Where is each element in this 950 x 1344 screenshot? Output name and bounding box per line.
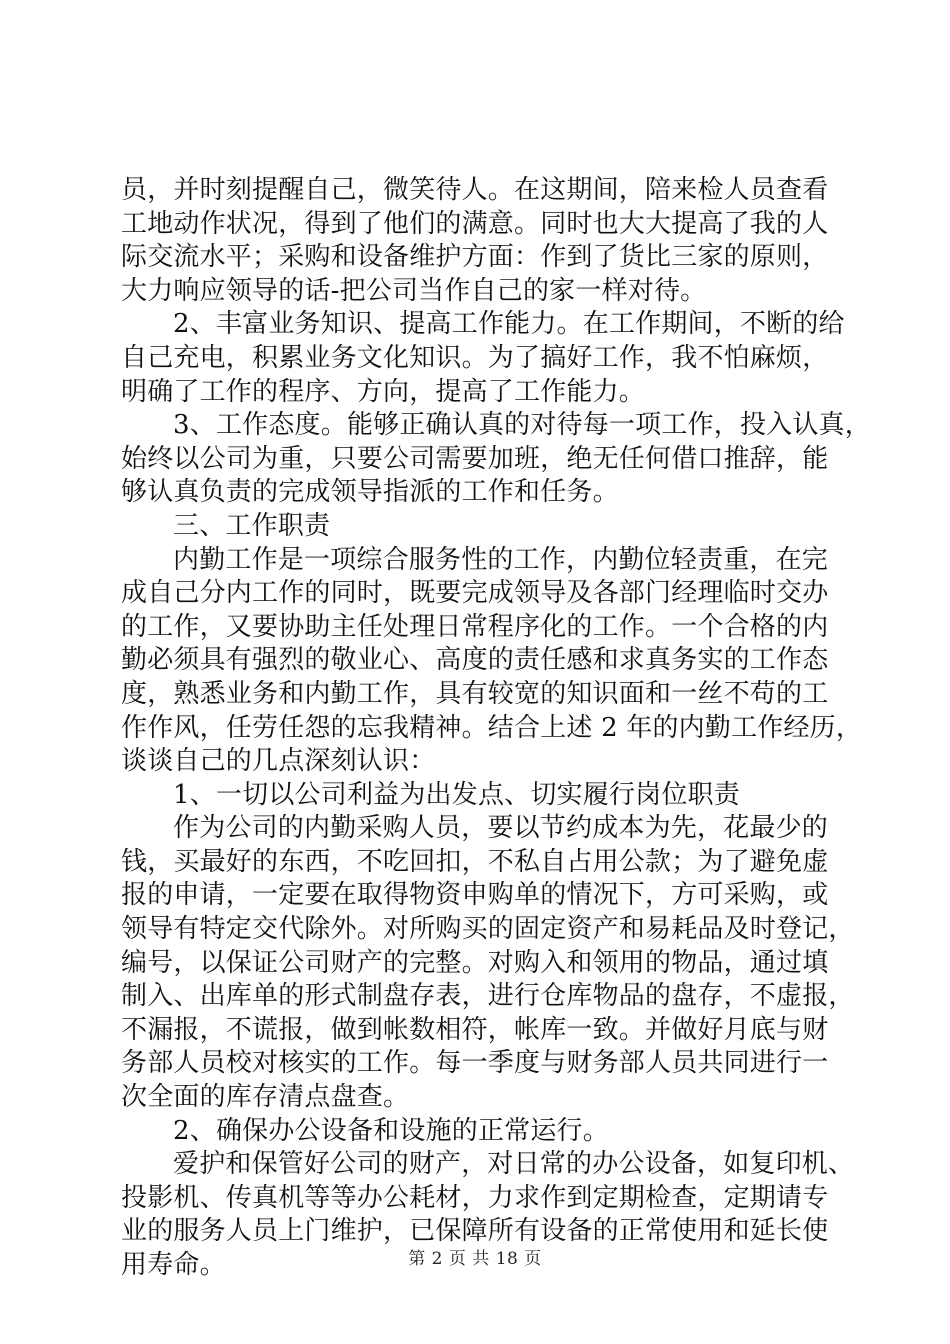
text-line: 明确了工作的程序、方向，提高了工作能力。 [121, 376, 646, 407]
text-line: 内勤工作是一项综合服务性的工作，内勤位轻责重，在完 [173, 544, 829, 575]
text-line: 大力响应领导的话-把公司当作自己的家一样对待。 [121, 275, 707, 306]
text-line: 员，并时刻提醒自己，微笑待人。在这期间，陪来检人员查看 [121, 175, 829, 205]
text-line: 不漏报，不谎报，做到帐数相符，帐库一致。并做好月底与财 [121, 1014, 829, 1045]
text-line: 勤必须具有强烈的敬业心、高度的责任感和求真务实的工作态 [121, 645, 829, 676]
text-line: 的工作，又要协助主任处理日常程序化的工作。一个合格的内 [121, 611, 829, 642]
text-line: 工地动作状况，得到了他们的满意。同时也大大提高了我的人 [121, 208, 829, 239]
text-line: 够认真负责的完成领导指派的工作和任务。 [121, 477, 619, 508]
text-line: 自己充电，积累业务文化知识。为了搞好工作，我不怕麻烦， [121, 342, 829, 373]
text-line: 作为公司的内勤采购人员，要以节约成本为先，花最少的 [173, 813, 829, 844]
text-line: 始终以公司为重，只要公司需要加班，绝无任何借口推辞，能 [121, 443, 829, 474]
text-line: 度，熟悉业务和内勤工作，具有较宽的知识面和一丝不苟的工 [121, 678, 829, 709]
text-line: 2、确保办公设备和设施的正常运行。 [173, 1115, 609, 1146]
text-line: 成自己分内工作的同时，既要完成领导及各部门经理临时交办 [121, 578, 829, 609]
text-line: 业的服务人员上门维护，已保障所有设备的正常使用和延长使 [121, 1216, 829, 1247]
text-line: 钱，买最好的东西，不吃回扣，不私自占用公款；为了避免虚 [121, 846, 829, 877]
text-line: 制入、出库单的形式制盘存表，进行仓库物品的盘存，不虚报， [121, 981, 855, 1012]
text-line: 编号，以保证公司财产的完整。对购入和领用的物品，通过填 [121, 947, 829, 978]
text-line: 次全面的库存清点盘查。 [121, 1082, 410, 1113]
text-line: 投影机、传真机等等办公耗材，力求作到定期检查，定期请专 [121, 1182, 829, 1213]
text-line: 领导有特定交代除外。对所购买的固定资产和易耗品及时登记， [121, 914, 855, 945]
text-line: 三、工作职责 [173, 510, 331, 541]
text-line: 用寿命。 [121, 1250, 226, 1280]
text-line: 3、工作态度。能够正确认真的对待每一项工作，投入认真， [173, 410, 871, 441]
text-line: 报的申请，一定要在取得物资申购单的情况下，方可采购，或 [121, 880, 829, 911]
text-line: 2、丰富业务知识、提高工作能力。在工作期间，不断的给 [173, 309, 845, 340]
text-line: 谈谈自己的几点深刻认识： [121, 746, 436, 777]
page-footer: 第 2 页 共 18 页 [408, 1249, 542, 1269]
document-body [121, 174, 871, 1283]
text-line: 作作风，任劳任怨的忘我精神。结合上述 2 年的内勤工作经历， [121, 712, 863, 743]
text-line: 际交流水平；采购和设备维护方面：作到了货比三家的原则， [121, 242, 829, 273]
text-line: 务部人员校对核实的工作。每一季度与财务部人员共同进行一 [121, 1048, 829, 1079]
text-line: 爱护和保管好公司的财产，对日常的办公设备，如复印机、 [173, 1149, 855, 1180]
text-line: 1、一切以公司利益为出发点、切实履行岗位职责 [173, 779, 740, 810]
